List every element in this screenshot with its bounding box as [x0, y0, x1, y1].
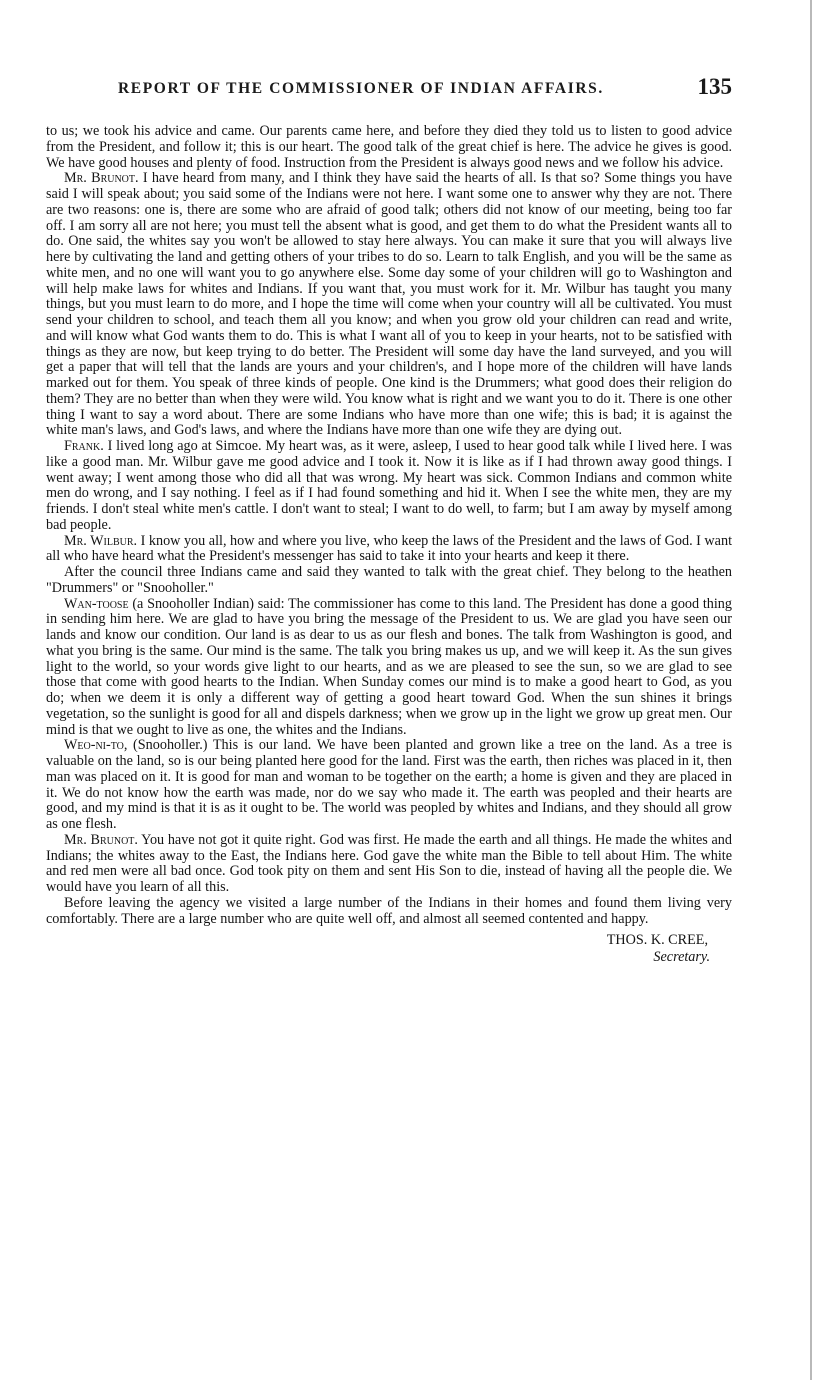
- signatory-name: THOS. K. CREE,: [606, 932, 708, 949]
- paragraph-6: [46, 597, 732, 739]
- report-body: [46, 124, 732, 966]
- paragraph-text: After the council three Indians came and said they wanted to talk with the great chief. They belong to the heathen "Drummers" or "Snooholler.": [46, 564, 732, 596]
- speaker-name: Mr. Brunot.: [64, 170, 139, 187]
- speaker-name: Mr. Brunot.: [64, 831, 138, 848]
- paragraph-2: [46, 171, 732, 439]
- paragraph-4: [46, 534, 732, 566]
- paragraph-text: Before leaving the agency we visited a large number of the Indians in their homes and found them living very comfortably. There are a large number who are quite well off, and almost all seemed contented and happy.: [46, 894, 732, 927]
- speaker-name: Weo-ni-to,: [64, 737, 128, 754]
- page-number: 135: [697, 74, 732, 99]
- paragraph-9: [46, 896, 732, 928]
- speaker-name: Mr. Wilbur.: [64, 532, 138, 549]
- speaker-name: Wan-toose: [64, 595, 129, 612]
- paragraph-1: [46, 124, 732, 171]
- paragraph-8: [46, 833, 732, 896]
- paragraph-7: [46, 738, 732, 833]
- speaker-name: Frank.: [64, 438, 104, 454]
- paragraph-text: You have not got it quite right. God was first. He made the earth and all things. He made the whites and Indians; the whites away to the East, the Indians here. God gave the white man the Bible to tell about Him. The white and red men were all bad once. God took pity on them and sent His Son to die, instead of having all the people die. We would have you learn of all this.: [46, 831, 732, 895]
- paragraph-5: [46, 565, 732, 597]
- signatory-title: Secretary.: [653, 949, 710, 966]
- page-header: [46, 74, 732, 108]
- running-head: REPORT OF THE COMMISSIONER OF INDIAN AFFAIRS.: [118, 80, 604, 97]
- paragraph-text: to us; we took his advice and came. Our parents came here, and before they died they told us to listen to good advice from the President, and follow it; this is our heart. The good talk of the great chief is here. The advice he gives is good. We have good houses and plenty of food. Instruction from the President is always good news and we follow his advice.: [46, 123, 732, 171]
- page-edge-rule: [810, 0, 812, 1380]
- paragraph-text: (a Snooholler Indian) said: The commissioner has come to this land. The President has done a good thing in sending him here. We are glad to have you bring the message of the President to us. We are glad you have seen our lands and know our condition. Our land is as dear to us as our flesh and bones. The talk from Washington is good, and what you bring is the same. Our mind is the same. The talk you bring makes us up, and we will keep it. As the sun gives light to the world, so your words give light to our hearts, and as we are pleased to see the sun, so we are glad to see those that come with good hearts to the Indian. When Sunday comes our mind is to make a good heart to God, as you do; when we deem it is only a different way of getting a good heart toward God. When the sun shines it brings vegetation, so the sunlight is good for all and dispels darkness; when we grow up in the light we grow up great men. Our mind is that we ought to live as one, the whites and the Indians.: [46, 595, 732, 738]
- paragraph-text: I lived long ago at Simcoe. My heart was, as it were, asleep, I used to hear good talk while I lived here. I was like a good man. Mr. Wilbur gave me good advice and I took it. Now it is like as if I had thrown away good things. I went away; I went among those who did all that was wrong. My heart was sick. Common Indians and common white men do wrong, and I say nothing. I feel as if I had found something and hid it. When I see the white men, they are my friends. I don't steal white men's cattle. I don't want to steal; I want to do well, to farm; but I am away by myself among bad people.: [46, 438, 733, 533]
- paragraph-3: [46, 439, 732, 534]
- paragraph-text: I know you all, how and where you live, who keep the laws of the President and the laws of God. I want all who have heard what the President's messenger has said to take it into your hearts and keep it there.: [46, 532, 733, 565]
- paragraph-text: I have heard from many, and I think they have said the hearts of all. Is that so? Some things you have said I will speak about; you said some of the Indians were not here. I want some one to answer why they are not. There are two reasons: one is, there are some who are afraid of good talk; others did not know of our meeting, being too far off. I am sorry all are not here; you must tell the absent what is good, and get them to do what the President wants all to do. One said, the whites say you won't be allowed to stay here always. You can make it sure that you will always live here by cultivating the land and getting others of your tribes to do so. Learn to talk English, and you will be the same as white men, and no one will want you to go anywhere else. Some day some of your children will go to Washington and will help make laws for whites and Indians. If you want that, you must work for it. Mr. Wilbur has taught you many things, but you must learn to do more, and I hope the time will come when your country will all be cultivated. You must send your children to school, and teach them all you know; and when you grow old your children can read and write, and will know what God wants them to do. This is what I want all of you to keep in your hearts, not to be satisfied with things as they are now, but keep trying to do better. The President will some day have the land surveyed, and you will get a paper that will tell that the lands are yours and your children's, and I hope more of the children will have lands marked out for them. You speak of three kinds of people. One kind is the Drummers; what good does their religion do them? They are no better than when they were wild. You know what is right and we want you to do it. There is one other thing I want to say a word about. There are some Indians who have more than one wife; this is bad; it is against the white man's laws, and God's laws, and where the Indians have more than one wife they are dying out.: [46, 170, 732, 439]
- paragraph-text: (Snooholler.) This is our land. We have been planted and grown like a tree on the land. As a tree is valuable on the land, so is our being planted here good for the land. First was the earth, then riches was placed in it, then man was placed on it. It is good for man and woman to be together on the earth; a home is given and they are placed in it. We do not know how the earth was made, nor do we say who made it. The earth was peopled and their hearts are good, and my mind is that it is as it ought to be. The world was peopled by whites and Indians, and they should all grow as one flesh.: [46, 737, 732, 832]
- signature-block: [46, 932, 732, 966]
